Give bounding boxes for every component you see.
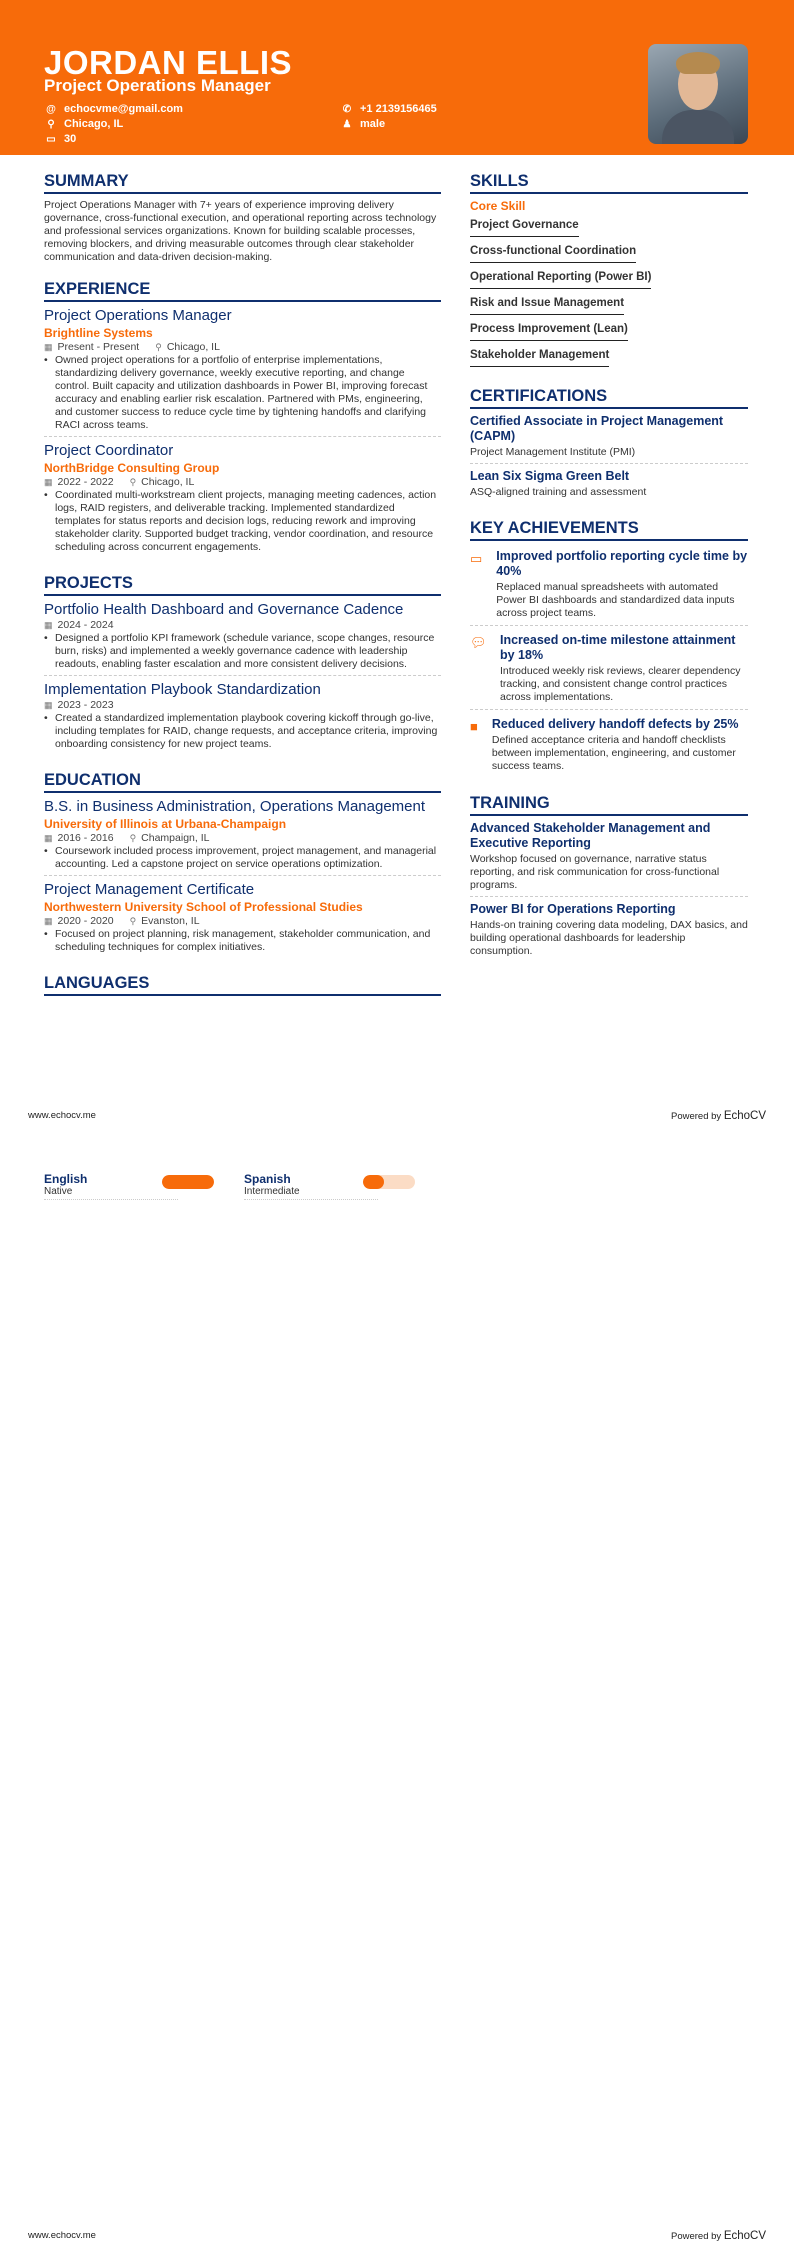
training-item bbox=[470, 902, 748, 962]
gender-contact bbox=[342, 118, 385, 130]
section-heading: LANGUAGES bbox=[44, 974, 441, 996]
company: Brightline Systems bbox=[44, 326, 153, 340]
person-icon: ♟ bbox=[342, 118, 352, 130]
school: Northwestern University School of Professional Studies bbox=[44, 900, 363, 914]
achievement-text: Introduced weekly risk reviews, clearer dependency tracking, and consistent change control practices across implementations. bbox=[500, 665, 741, 703]
bullet: • Coursework included process improvement, project management, and managerial accounting. Led a capstone project on service operations optimization. bbox=[44, 845, 441, 871]
dates: Present - Present bbox=[57, 341, 140, 353]
project-title: Portfolio Health Dashboard and Governance Cadence bbox=[44, 601, 404, 618]
achievement-title: Improved portfolio reporting cycle time by 40% bbox=[496, 549, 748, 578]
dates: 2023 - 2023 bbox=[57, 699, 114, 711]
summary-section bbox=[44, 172, 441, 264]
cert-title: Lean Six Sigma Green Belt bbox=[470, 469, 630, 483]
map-pin-icon: ⚲ bbox=[47, 118, 55, 130]
cert-issuer: Project Management Institute (PMI) bbox=[470, 446, 636, 458]
age-text: 30 bbox=[64, 133, 77, 145]
profile-photo bbox=[648, 44, 748, 144]
dates: 2022 - 2022 bbox=[57, 476, 114, 488]
powered-label: Powered by bbox=[671, 2231, 722, 2242]
section-heading: SKILLS bbox=[470, 172, 748, 194]
cert-issuer: ASQ-aligned training and assessment bbox=[470, 486, 647, 498]
email-text: echocvme@gmail.com bbox=[64, 103, 183, 115]
left-column bbox=[44, 172, 441, 1012]
language-level-bar bbox=[363, 1175, 415, 1189]
at-icon: @ bbox=[46, 103, 56, 115]
bar-fill bbox=[363, 1175, 384, 1189]
skill-item: Operational Reporting (Power BI) bbox=[470, 269, 651, 289]
calendar-icon: ▦ bbox=[44, 700, 53, 710]
skill-item: Process Improvement (Lean) bbox=[470, 321, 628, 341]
location: Chicago, IL bbox=[141, 476, 195, 488]
bullet: • Created a standardized implementation playbook covering kickoff through go-live, including templates for RAID, change requests, and acceptance criteria, improving onboarding consistency for new project teams. bbox=[44, 712, 441, 751]
job-title: Project Coordinator bbox=[44, 442, 174, 459]
skill-item: Stakeholder Management bbox=[470, 347, 609, 367]
section-heading: CERTIFICATIONS bbox=[470, 387, 748, 409]
candidate-name: JORDAN ELLIS bbox=[44, 44, 293, 81]
section-heading: EXPERIENCE bbox=[44, 280, 441, 302]
languages-section bbox=[44, 974, 441, 996]
powered-by bbox=[671, 2230, 766, 2242]
skill-group-label: Core Skill bbox=[470, 199, 526, 213]
calendar-icon: ▦ bbox=[44, 916, 53, 926]
achievement-text: Defined acceptance criteria and handoff checklists between implementation, engineering, and customer success teams. bbox=[491, 734, 736, 772]
calendar-icon: ▦ bbox=[44, 342, 53, 352]
projects-section bbox=[44, 574, 441, 755]
calendar-icon: ▦ bbox=[44, 833, 53, 843]
phone-contact bbox=[342, 103, 437, 115]
calendar-icon: ▦ bbox=[44, 477, 53, 487]
project-title: Implementation Playbook Standardization bbox=[44, 681, 321, 698]
resume-header bbox=[0, 0, 794, 155]
education-item bbox=[44, 881, 441, 958]
bullet: • Owned project operations for a portfolio of enterprise implementations, standardizing delivery governance, weekly executive reporting, and change control. Built capacity and utilization dashboards in Power BI, improving forecast accuracy and enabling earlier risk escalation. Partnered with PMs, engineering, and customer success to reduce cycle time by tightening handoffs and clarifying RACI across teams. bbox=[44, 354, 441, 432]
map-pin-icon: ⚲ bbox=[129, 833, 137, 843]
dates: 2024 - 2024 bbox=[57, 619, 114, 631]
dates: 2016 - 2016 bbox=[57, 832, 114, 844]
job-title: Project Operations Manager bbox=[44, 307, 232, 324]
section-heading: PROJECTS bbox=[44, 574, 441, 596]
skill-item: Risk and Issue Management bbox=[470, 295, 624, 315]
briefcase-icon: ■ bbox=[470, 719, 478, 734]
calendar-icon: ▦ bbox=[44, 620, 53, 630]
language-name: Spanish bbox=[244, 1172, 291, 1186]
training-title: Power BI for Operations Reporting bbox=[470, 902, 676, 916]
certification-item bbox=[470, 414, 748, 464]
training-text: Workshop focused on governance, narrative status reporting, and risk communication for cross-functional programs. bbox=[470, 853, 720, 891]
phone-icon: ✆ bbox=[342, 103, 352, 115]
training-title: Advanced Stakeholder Management and Executive Reporting bbox=[470, 821, 711, 850]
section-heading: EDUCATION bbox=[44, 771, 441, 793]
age-contact bbox=[46, 133, 76, 145]
location: Evanston, IL bbox=[141, 915, 200, 927]
achievement-item bbox=[470, 546, 748, 626]
section-heading: SUMMARY bbox=[44, 172, 441, 194]
education-section bbox=[44, 771, 441, 958]
calendar-icon: ▭ bbox=[470, 551, 483, 566]
bullet: • Focused on project planning, risk management, stakeholder communication, and scheduling techniques for complex initiatives. bbox=[44, 928, 441, 954]
company: NorthBridge Consulting Group bbox=[44, 461, 220, 475]
project-item bbox=[44, 681, 441, 755]
website-link[interactable]: www.echocv.me bbox=[28, 1110, 96, 1121]
dates: 2020 - 2020 bbox=[57, 915, 114, 927]
skill-item: Project Governance bbox=[470, 217, 579, 237]
education-item bbox=[44, 798, 441, 876]
achievement-item bbox=[470, 714, 748, 778]
gender-text: male bbox=[360, 118, 386, 130]
summary-text: Project Operations Manager with 7+ years of experience improving delivery governance, cross-functional execution, and operational reporting across technology and professional services organizations. Known for building scalable processes, removing blockers, and driving measurable outcomes through clear stakeholder communication and data-driven decision-making. bbox=[44, 199, 437, 263]
phone-text: +1 2139156465 bbox=[360, 103, 437, 115]
bar-fill bbox=[162, 1175, 214, 1189]
achievement-text: Replaced manual spreadsheets with automated Power BI dashboards and standardized data inputs across project teams. bbox=[496, 581, 735, 619]
location-contact bbox=[46, 118, 123, 130]
project-item bbox=[44, 601, 441, 676]
map-pin-icon: ⚲ bbox=[129, 477, 137, 487]
brand-name: EchoCV bbox=[723, 2230, 766, 2242]
skills-section bbox=[470, 172, 748, 371]
page-footer bbox=[28, 1110, 766, 1122]
location-text: Chicago, IL bbox=[64, 118, 124, 130]
achievements-section bbox=[470, 519, 748, 778]
language-item bbox=[244, 1172, 378, 1200]
training-item bbox=[470, 821, 748, 897]
degree: Project Management Certificate bbox=[44, 881, 255, 898]
brand-name: EchoCV bbox=[723, 1110, 766, 1122]
calendar-icon: ▭ bbox=[46, 133, 56, 145]
location: Champaign, IL bbox=[141, 832, 210, 844]
language-item bbox=[44, 1172, 178, 1200]
section-heading: TRAINING bbox=[470, 794, 748, 816]
training-section bbox=[470, 794, 748, 962]
training-text: Hands-on training covering data modeling, DAX basics, and building operational dashboards for leadership consumption. bbox=[470, 919, 748, 957]
achievement-title: Increased on-time milestone attainment by 18% bbox=[500, 633, 736, 662]
language-name: English bbox=[44, 1172, 88, 1186]
map-pin-icon: ⚲ bbox=[129, 916, 137, 926]
powered-label: Powered by bbox=[671, 1111, 722, 1122]
email-contact bbox=[46, 103, 183, 115]
website-link[interactable]: www.echocv.me bbox=[28, 2230, 96, 2241]
experience-item bbox=[44, 307, 441, 437]
language-level: Intermediate bbox=[244, 1186, 300, 1197]
bullet: • Coordinated multi-workstream client projects, managing meeting cadences, action logs, RAID registers, and deliverable tracking. Implemented standardized templates for status reports and decision logs, reducing rework and improving stakeholder clarity. Supported budget tracking, vendor coordination, and resource scheduling across concurrent engagements. bbox=[44, 489, 441, 554]
language-level-bar bbox=[162, 1175, 214, 1189]
certifications-section bbox=[470, 387, 748, 503]
degree: B.S. in Business Administration, Operations Management bbox=[44, 798, 426, 815]
achievement-item bbox=[470, 630, 748, 710]
school: University of Illinois at Urbana-Champaign bbox=[44, 817, 287, 831]
experience-section bbox=[44, 280, 441, 558]
cert-title: Certified Associate in Project Management (CAPM) bbox=[470, 414, 724, 443]
location: Chicago, IL bbox=[166, 341, 220, 353]
bullet: • Designed a portfolio KPI framework (schedule variance, scope changes, resource burn, risks) and implemented a weekly governance cadence with leadership readouts, enabling faster escalation and more consistent delivery decisions. bbox=[44, 632, 441, 671]
powered-by bbox=[671, 1110, 766, 1122]
skill-item: Cross-functional Coordination bbox=[470, 243, 636, 263]
chat-icon: 💬︎ bbox=[470, 635, 487, 650]
right-column bbox=[470, 172, 748, 978]
section-heading: KEY ACHIEVEMENTS bbox=[470, 519, 748, 541]
certification-item bbox=[470, 469, 748, 503]
map-pin-icon: ⚲ bbox=[155, 342, 162, 352]
language-level: Native bbox=[44, 1186, 73, 1197]
candidate-title: Project Operations Manager bbox=[44, 76, 271, 95]
page-footer bbox=[28, 2230, 766, 2242]
achievement-title: Reduced delivery handoff defects by 25% bbox=[491, 717, 739, 731]
experience-item bbox=[44, 442, 441, 558]
